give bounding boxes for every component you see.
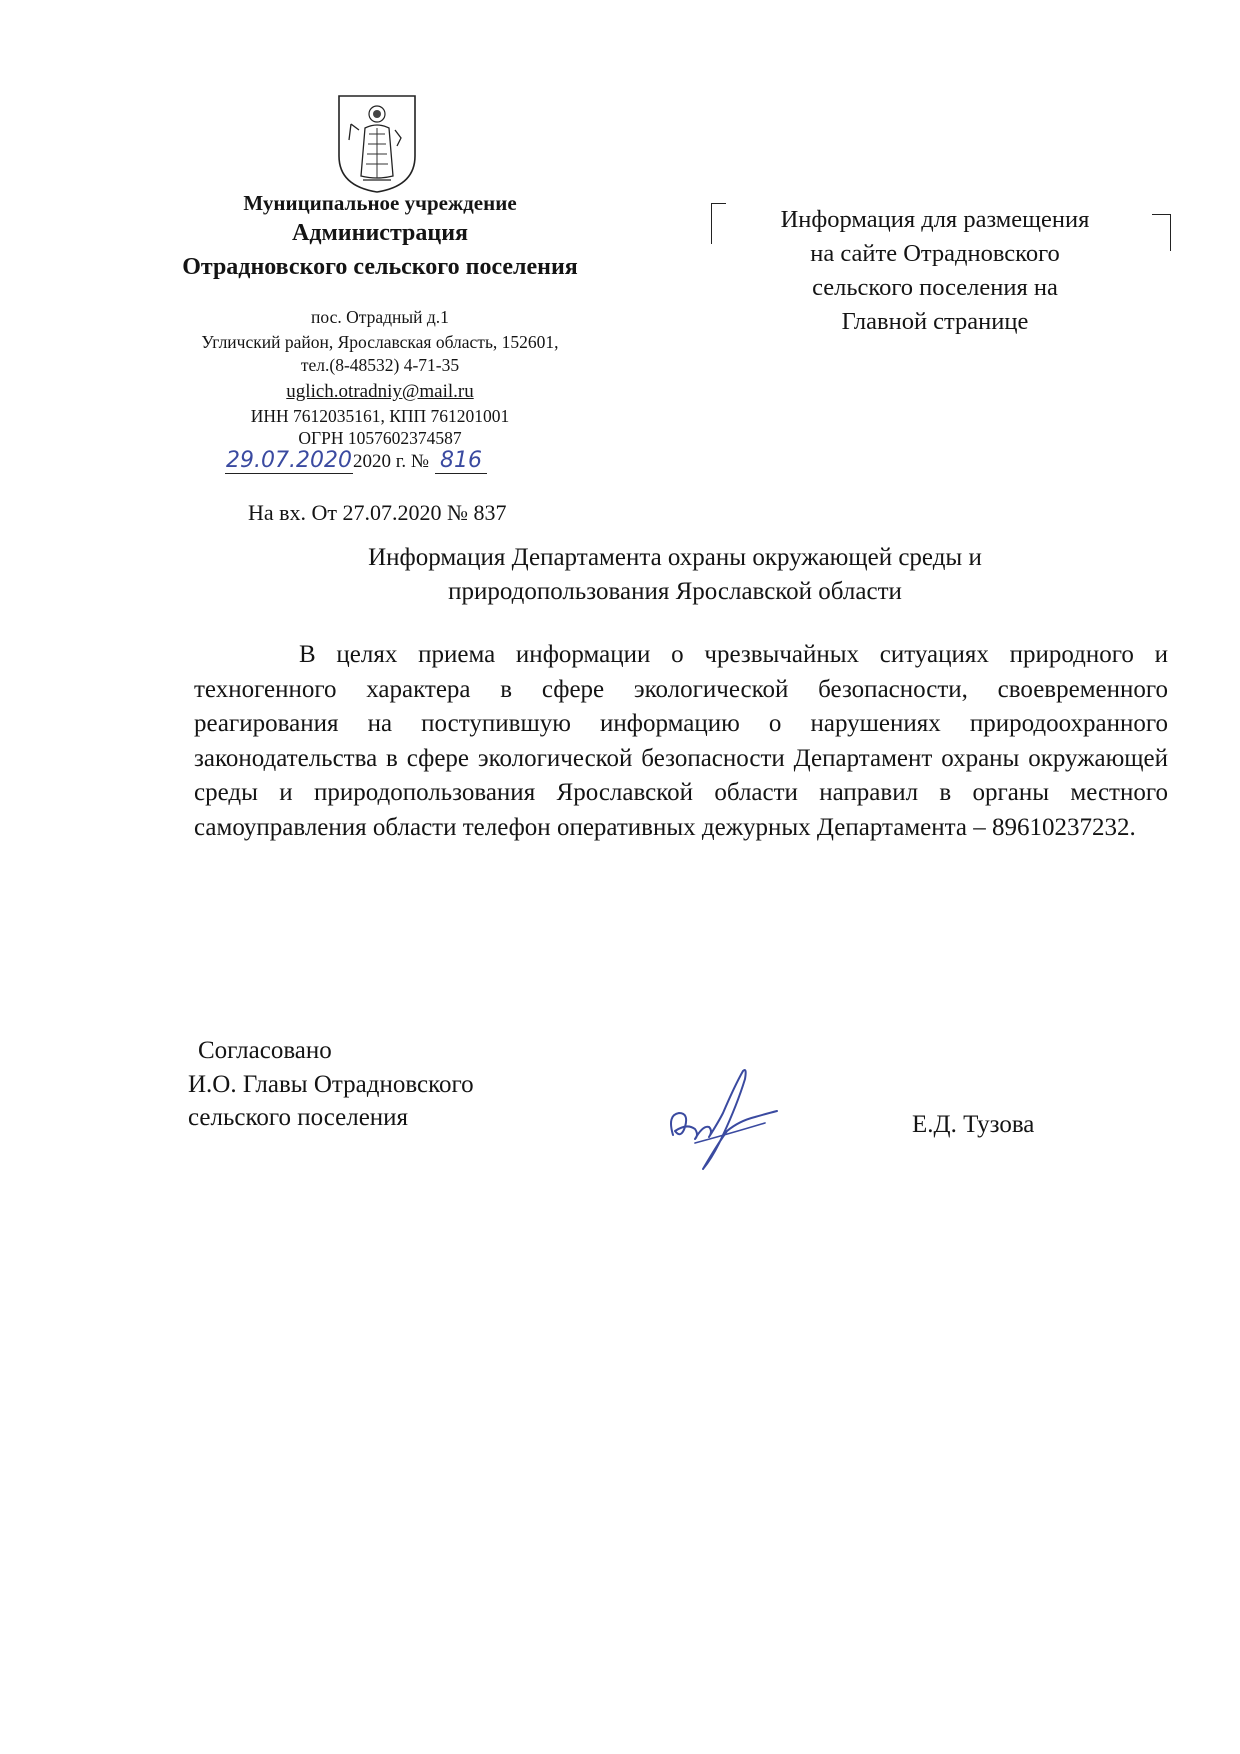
document-title-line-1: Информация Департамента охраны окружающей среды и <box>368 544 982 571</box>
incoming-reference: На вх. От 27.07.2020 № 837 <box>248 500 507 525</box>
handwritten-number: 816 <box>435 448 487 474</box>
placement-note-line: Главной странице <box>841 308 1029 335</box>
inn-kpp: ИНН 7612035161, КПП 761201001 <box>250 406 510 426</box>
bracket-corner-right <box>1152 214 1171 251</box>
bracket-corner-left <box>711 203 726 244</box>
placement-note <box>730 203 1140 339</box>
placement-note-line: сельского поселения на <box>812 274 1058 301</box>
handwritten-date: 29.07.2020 <box>226 448 352 473</box>
org-name: Администрация <box>291 220 469 246</box>
signer-name: Е.Д. Тузова <box>912 1111 1035 1138</box>
signer-position-line-1: И.О. Главы Отрадновского <box>188 1071 474 1098</box>
org-settlement: Отрадновского сельского поселения <box>182 254 578 280</box>
org-type: Муниципальное учреждение <box>243 191 517 215</box>
coat-of-arms-emblem <box>337 94 417 194</box>
body-paragraph: В целях приема информации о чрезвычайных ситуациях природного и техногенного характера в сфере экологической безопасности, своевременного реагирования на поступившую информацию о нарушениях природоохранного законодательства в сфере экологической безопасности Департамент охраны окружающей среды и природопользования Ярославской области направил в органы местного самоуправления области телефон оперативных дежурных Департамента – 89610237232. <box>194 641 1168 841</box>
document-title-line-2: природопользования Ярославской области <box>448 578 902 605</box>
signer-position-line-2: сельского поселения <box>188 1104 409 1131</box>
address-line-2: Угличский район, Ярославская область, 152601, <box>201 332 559 352</box>
handwritten-signature <box>665 1065 780 1175</box>
ogrn: ОГРН 1057602374587 <box>298 428 462 448</box>
approved-label: Согласовано <box>198 1037 332 1064</box>
placement-note-line: Информация для размещения <box>780 206 1090 233</box>
registration-line <box>225 448 487 474</box>
address-line-1: пос. Отрадный д.1 <box>311 307 449 327</box>
placement-note-line: на сайте Отрадновского <box>810 240 1060 267</box>
registration-year-label: 2020 г. № <box>353 451 430 472</box>
phone: тел.(8-48532) 4-71-35 <box>300 355 460 375</box>
email-link[interactable]: uglich.otradniy@mail.ru <box>286 381 474 402</box>
